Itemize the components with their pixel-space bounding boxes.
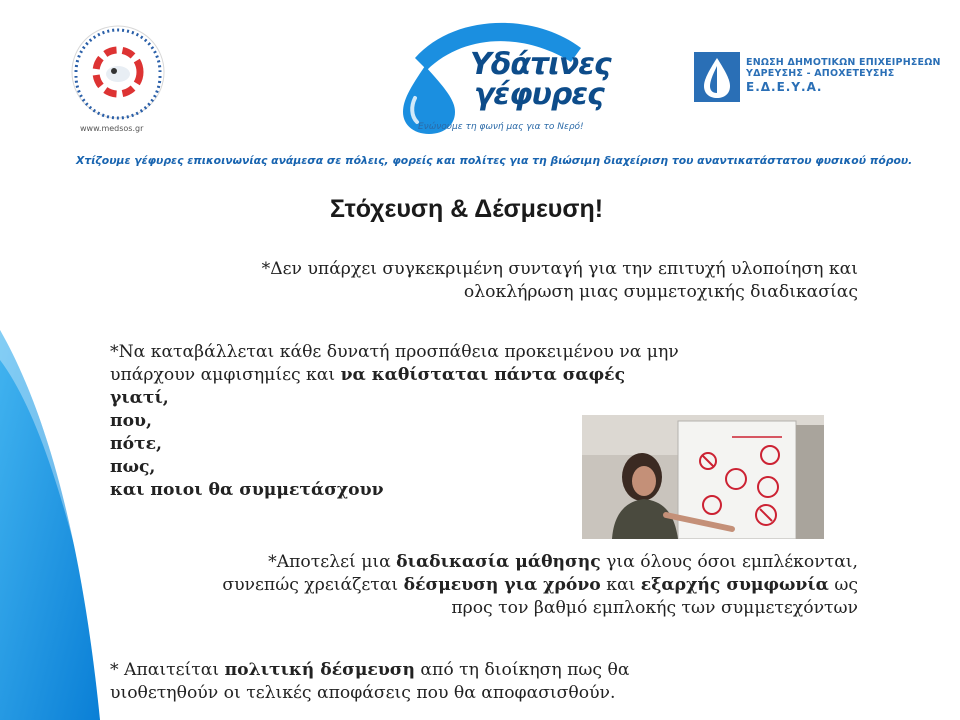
water-title-line1: Υδάτινες — [470, 47, 611, 82]
list-item: πότε, — [110, 434, 163, 454]
p1-line2: ολοκλήρωση μιας συμμετοχικής διαδικασίας — [463, 282, 858, 302]
p4-line1: * Απαιτείται πολιτική δέσμευση από τη διοίκηση πως θα — [110, 660, 630, 680]
list-item: που, — [110, 411, 152, 431]
p3-line1: *Αποτελεί μια διαδικασία μάθησης για όλους όσοι εμπλέκονται, — [268, 552, 858, 572]
edeya-abbr: Ε.Δ.Ε.Υ.Α. — [746, 80, 823, 94]
paragraph-1 — [140, 258, 858, 304]
p4-line2: υιοθετηθούν οι τελικές αποφάσεις που θα αποφασισθούν. — [110, 683, 616, 703]
list-item: και ποιοι θα συμμετάσχουν — [110, 480, 384, 500]
workshop-photo — [582, 415, 824, 539]
paragraph-4 — [110, 659, 850, 705]
header-tagline: Χτίζουμε γέφυρες επικοινωνίας ανάμεσα σε πόλεις, φορείς και πολίτες για τη βιώσιμη διαχείριση του αναντικατάστατου φυσικού πόρου. — [76, 154, 913, 167]
medsos-logo — [62, 18, 174, 140]
p2-line2 — [110, 364, 830, 387]
p2-line1: *Να καταβάλλεται κάθε δυνατή προσπάθεια προκειμένου να μην — [110, 342, 679, 362]
edeya-line1: ΕΝΩΣΗ ΔΗΜΟΤΙΚΩΝ ΕΠΙΧΕΙΡΗΣΕΩΝ — [746, 57, 941, 68]
p1-line1: *Δεν υπάρχει συγκεκριμένη συνταγή για την επιτυχή υλοποίηση και — [261, 259, 858, 279]
edeya-text — [746, 57, 941, 93]
water-bridges-title — [470, 47, 611, 112]
edeya-logo — [694, 52, 740, 102]
edeya-line2: ΥΔΡΕΥΣΗΣ - ΑΠΟΧΕΤΕΥΣΗΣ — [746, 68, 895, 79]
slide-title: Στόχευση & Δέσμευση! — [330, 195, 604, 223]
water-bridges-tagline: Ενώνουμε τη φωνή μας για το Νερό! — [418, 122, 584, 132]
water-title-line2: γέφυρες — [474, 77, 604, 112]
p2-line2-normal: υπάρχουν αμφισημίες και — [110, 365, 341, 385]
medsos-url: www.medsos.gr — [80, 124, 144, 133]
p2-line2-bold: να καθίσταται πάντα σαφές — [340, 365, 626, 385]
p3-line2: συνεπώς χρειάζεται δέσμευση για χρόνο και εξαρχής συμφωνία ως — [222, 575, 858, 595]
p3-line3: προς τον βαθμό εμπλοκής των συμμετεχόντων — [451, 598, 858, 618]
list-item: πως, — [110, 457, 156, 477]
list-item: γιατί, — [110, 388, 169, 408]
paragraph-3 — [110, 551, 858, 620]
